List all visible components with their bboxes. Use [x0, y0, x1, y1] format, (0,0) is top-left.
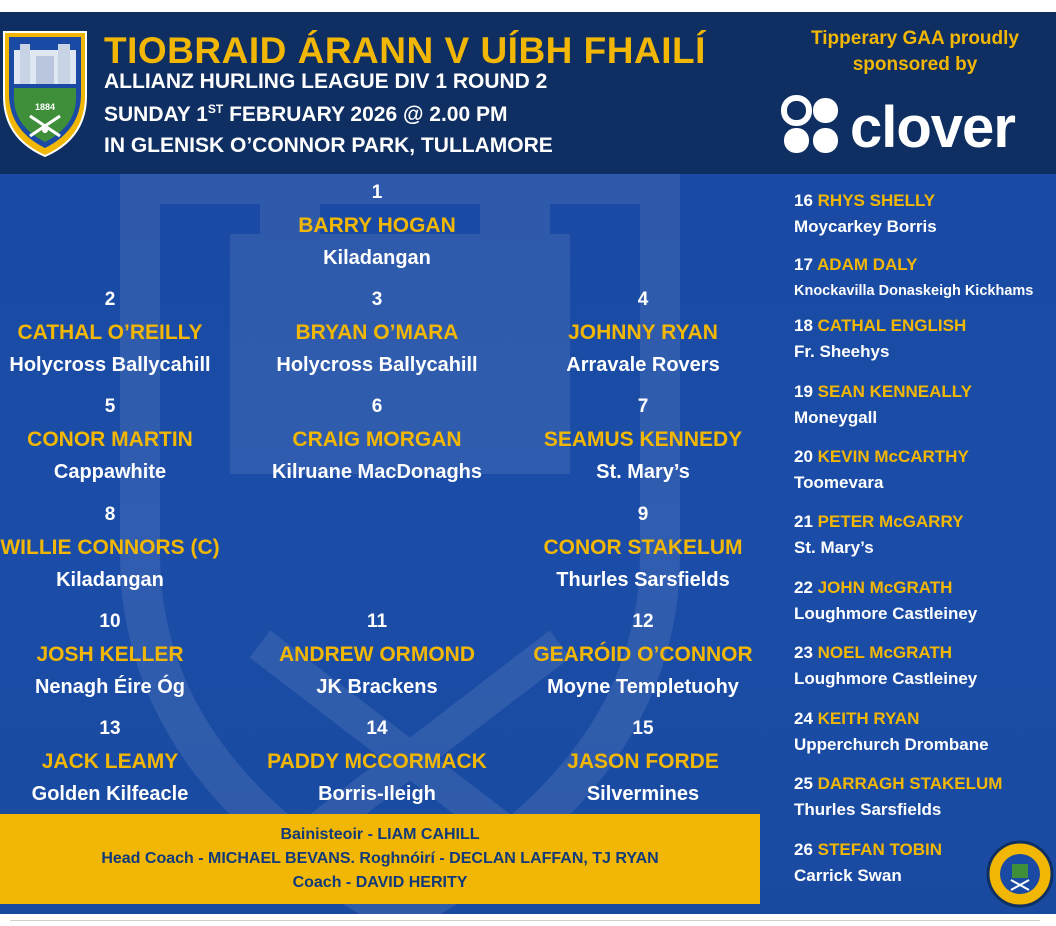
substitute-number: 17	[794, 255, 813, 274]
sponsor-line-2: sponsored by	[852, 54, 978, 75]
player-number: 10	[99, 611, 121, 632]
lineup-area	[0, 174, 1056, 914]
date-suffix: FEBRUARY 2026 @ 2.00 PM	[223, 103, 508, 126]
substitute-name: STEFAN TOBIN	[817, 840, 943, 859]
player-number: 11	[366, 611, 388, 632]
substitute-number: 19	[794, 382, 813, 401]
player-club: Cappawhite	[53, 461, 167, 483]
player-name: JOHNNY RYAN	[568, 321, 718, 344]
player-10	[0, 611, 240, 699]
substitute-heading	[794, 382, 972, 402]
player-number: 12	[632, 611, 654, 632]
player-club: Golden Kilfeacle	[31, 783, 189, 805]
substitute-heading	[794, 316, 966, 336]
substitute-club: Moneygall	[794, 408, 878, 427]
clover-logo	[778, 92, 1048, 160]
player-name: PADDY MCCORMACK	[267, 750, 487, 773]
player-club: Holycross Ballycahill	[9, 354, 211, 376]
substitute-18	[794, 316, 966, 362]
substitute-heading	[794, 643, 977, 663]
substitute-21	[794, 512, 963, 558]
date-prefix: SUNDAY 1	[104, 103, 208, 126]
substitute-name: JOHN McGRATH	[817, 578, 953, 597]
substitute-club: Carrick Swan	[794, 866, 902, 885]
substitute-24	[794, 709, 989, 755]
player-8	[0, 504, 240, 592]
player-number: 4	[637, 289, 649, 310]
substitute-number: 20	[794, 447, 813, 466]
player-name: CONOR STAKELUM	[543, 536, 743, 559]
player-club: Arravale Rovers	[566, 354, 720, 376]
substitute-name: KEVIN McCARTHY	[817, 447, 969, 466]
player-number: 8	[104, 504, 116, 525]
substitute-26	[794, 840, 942, 886]
player-13	[0, 718, 240, 806]
substitute-name: PETER McGARRY	[817, 512, 964, 531]
substitute-number: 22	[794, 578, 813, 597]
substitute-number: 18	[794, 316, 813, 335]
bottom-strip	[0, 914, 1056, 926]
player-name: CRAIG MORGAN	[292, 428, 462, 451]
substitute-heading	[794, 774, 1002, 794]
substitute-number: 26	[794, 840, 813, 859]
substitute-number: 23	[794, 643, 813, 662]
substitute-club: Toomevara	[794, 473, 884, 492]
substitute-heading	[794, 840, 942, 860]
substitute-club: Loughmore Castleiney	[794, 669, 978, 688]
player-club: Holycross Ballycahill	[276, 354, 478, 376]
date-line	[104, 102, 507, 127]
clover-wordmark: clover	[850, 95, 1015, 160]
player-club: Nenagh Éire Óg	[34, 676, 186, 698]
substitute-22	[794, 578, 977, 624]
venue-line: IN GLENISK O’CONNOR PARK, TULLAMORE	[104, 134, 553, 157]
crest-year: 1884	[34, 102, 56, 112]
player-number: 15	[632, 718, 654, 739]
substitute-club: Knockavilla Donaskeigh Kickhams	[794, 283, 1034, 299]
player-club: Kiladangan	[323, 247, 431, 269]
management-panel	[0, 814, 760, 904]
player-number: 1	[371, 182, 383, 203]
top-cropped-strip	[0, 0, 1056, 12]
player-12	[513, 611, 773, 699]
substitute-name: DARRAGH STAKELUM	[817, 774, 1003, 793]
substitute-name: KEITH RYAN	[817, 709, 920, 728]
bottom-divider	[10, 920, 1040, 921]
player-4	[513, 289, 773, 377]
player-club: Moyne Templetuohy	[547, 676, 739, 698]
substitute-club: Upperchurch Drombane	[794, 735, 989, 754]
substitute-number: 16	[794, 191, 813, 210]
match-title: TIOBRAID ÁRANN V UÍBH FHAILÍ	[104, 30, 706, 71]
player-number: 13	[99, 718, 121, 739]
substitute-19	[794, 382, 972, 428]
substitute-number: 25	[794, 774, 813, 793]
player-number: 3	[371, 289, 383, 310]
tipperary-crest-icon	[0, 26, 92, 160]
substitute-club: Moycarkey Borris	[794, 217, 937, 236]
player-7	[513, 396, 773, 484]
player-number: 14	[366, 718, 388, 739]
player-name: GEARÓID O’CONNOR	[533, 643, 753, 666]
substitute-name: RHYS SHELLY	[817, 191, 936, 210]
player-name: WILLIE CONNORS (C)	[0, 536, 220, 559]
player-9	[513, 504, 773, 592]
supporters-club-crest-icon	[985, 834, 1055, 914]
player-11	[247, 611, 507, 699]
player-name: ANDREW ORMOND	[279, 643, 475, 666]
coaches-line: Head Coach - MICHAEL BEVANS. Roghnóirí - DECLAN LAFFAN, TJ RYAN	[101, 850, 659, 867]
substitute-heading	[794, 191, 937, 211]
player-number: 9	[637, 504, 649, 525]
player-club: Kilruane MacDonaghs	[271, 461, 483, 483]
player-name: BARRY HOGAN	[298, 214, 456, 237]
player-club: Kiladangan	[56, 569, 164, 591]
substitute-heading	[794, 447, 969, 467]
player-name: JOSH KELLER	[36, 643, 184, 666]
substitute-club: Loughmore Castleiney	[794, 604, 978, 623]
substitute-heading	[794, 255, 1033, 275]
player-6	[247, 396, 507, 484]
competition-line: ALLIANZ HURLING LEAGUE DIV 1 ROUND 2	[104, 70, 548, 93]
substitute-25	[794, 774, 1002, 820]
substitute-heading	[794, 578, 977, 598]
substitute-club: Thurles Sarsfields	[794, 800, 942, 819]
sponsor-line-1: Tipperary GAA proudly	[811, 28, 1019, 49]
player-name: JACK LEAMY	[41, 750, 179, 773]
player-5	[0, 396, 240, 484]
date-superscript: ST	[207, 102, 224, 116]
player-number: 6	[371, 396, 383, 417]
header-banner	[0, 12, 1056, 174]
manager-line: Bainisteoir - LIAM CAHILL	[280, 826, 480, 843]
player-name: JASON FORDE	[567, 750, 719, 773]
substitute-name: SEAN KENNEALLY	[817, 382, 972, 401]
player-15	[513, 718, 773, 806]
player-club: JK Brackens	[316, 676, 438, 698]
substitute-name: ADAM DALY	[817, 255, 918, 274]
player-3	[247, 289, 507, 377]
player-number: 5	[104, 396, 116, 417]
player-club: St. Mary’s	[596, 461, 690, 483]
clover-leaf-icon	[778, 92, 844, 160]
player-club: Borris-Ileigh	[318, 783, 436, 805]
player-name: CONOR MARTIN	[27, 428, 193, 451]
player-number: 2	[104, 289, 116, 310]
substitute-name: CATHAL ENGLISH	[817, 316, 967, 335]
substitute-23	[794, 643, 977, 689]
player-number: 7	[637, 396, 649, 417]
substitute-heading	[794, 709, 989, 729]
player-name: BRYAN O’MARA	[295, 321, 459, 344]
substitute-17	[794, 255, 1033, 299]
player-name: SEAMUS KENNEDY	[543, 428, 743, 451]
player-name: CATHAL O’REILLY	[17, 321, 203, 344]
substitute-number: 21	[794, 512, 813, 531]
substitute-name: NOEL McGRATH	[817, 643, 953, 662]
player-1	[247, 182, 507, 270]
substitute-number: 24	[794, 709, 813, 728]
player-2	[0, 289, 240, 377]
substitute-club: St. Mary’s	[794, 538, 874, 557]
substitute-16	[794, 191, 937, 237]
player-club: Thurles Sarsfields	[556, 569, 730, 591]
substitute-club: Fr. Sheehys	[794, 342, 890, 361]
substitute-heading	[794, 512, 963, 532]
player-club: Silvermines	[586, 783, 700, 805]
player-14	[247, 718, 507, 806]
substitute-20	[794, 447, 969, 493]
coach-line: Coach - DAVID HERITY	[292, 874, 468, 891]
